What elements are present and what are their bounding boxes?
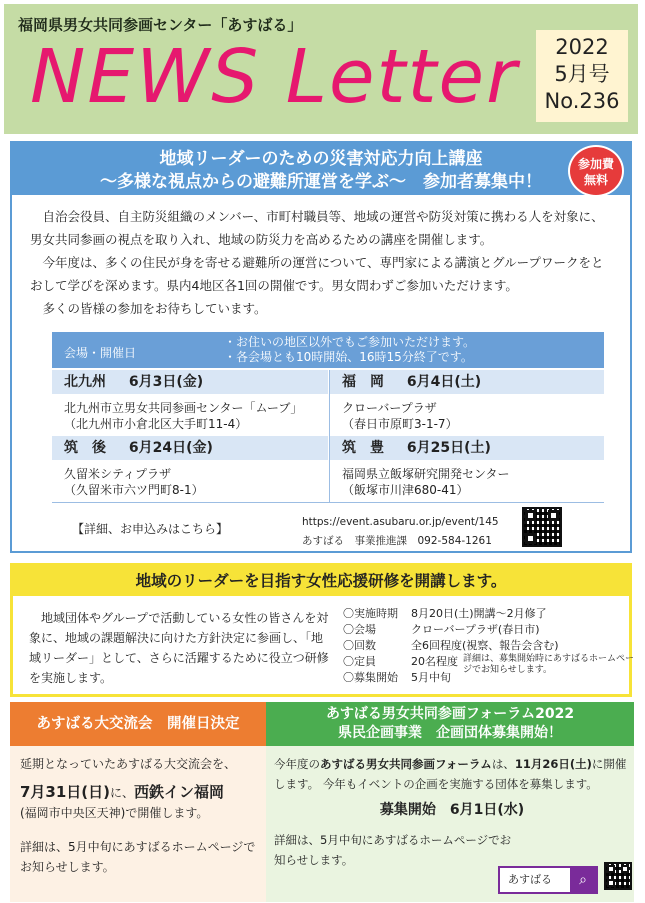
venue-address: （北九州市小倉北区大手町11-4） [64,417,248,431]
women-leader-body [29,608,329,688]
seminar-header [12,143,630,195]
gathering-section [10,702,266,902]
seminar-body [30,205,615,320]
seminar-subtitle: ～多様な視点からの避難所運営を学ぶ～ 参加者募集中！ [100,172,542,192]
free-badge [568,145,624,197]
venue-cell [330,396,604,432]
venue-area: 北九州 [64,374,106,390]
info-key: 〇会場 [343,623,376,636]
forum-section [266,702,634,902]
forum-body [274,754,630,870]
seminar-paragraph: 今年度は、多くの住民が身を寄せる避難所の運営について、専門家による講演とグループワークをとおして学びを深めます。県内4地区各1回の開催です。男女問わずご参加いただけます。 [30,255,604,293]
issue-year: 2022 [555,35,609,59]
seminar-paragraph: 多くの皆様の参加をお待ちしています。 [42,301,267,316]
table-divider [329,370,330,502]
qr-code-icon[interactable] [604,862,632,890]
venue-date: 6月24日(金) [128,440,213,456]
issue-number: No.236 [544,89,620,113]
venue-area: 福 岡 [342,374,384,390]
women-leader-title: 地域のリーダーを目指す女性応援研修を開講します。 [13,566,629,596]
search-icon[interactable]: ⌕ [570,868,596,892]
search-box[interactable] [498,866,598,894]
forum-name: あすばる男女共同参画フォーラム [320,757,492,771]
women-leader-section [10,563,635,697]
venue-address: （久留米市六ツ門町8-1） [64,483,204,497]
venue-title-cell [330,370,604,394]
qr-corner [525,510,536,521]
info-key: 〇実施時期 [343,607,398,620]
women-leader-text: 地域団体やグループで活動している女性の皆さんを対象に、地域の課題解決に向けた方針決定に参画し、「地域リーダー」として、さらに活躍するために役立つ研修を実施します。 [29,611,329,685]
qr-corner [607,865,615,873]
gathering-detail: 詳細は、5月中旬にあすばるホームページでお知らせします。 [20,840,256,874]
gathering-date-line [20,782,264,803]
gathering-body [20,754,264,877]
gathering-title: あすばる大交流会 開催日決定 [10,702,266,746]
venue-notes [224,335,475,365]
venue-address: （春日市原町3-1-7） [342,417,458,431]
venue-table-label: 会場・開催日 [64,346,137,360]
forum-text-part: に開催します。 今年もイベントの企画を実施する団体を募集します。 [274,757,627,791]
info-key: 〇回数 [343,639,376,652]
venue-date: 6月25日(土) [406,440,491,456]
gathering-address: (福岡市中央区天神)で開催します。 [20,806,209,820]
event-url[interactable]: https://event.asubaru.or.jp/event/145 [302,516,499,528]
forum-detail: 詳細は、5月中旬にあすばるホームページでお知らせします。 [274,833,512,867]
badge-line1: 参加費 [577,157,614,171]
badge-line2: 無料 [583,173,608,187]
gathering-text: 延期となっていたあすばる大交流会を、 [20,757,237,771]
forum-subtitle: 県民企画事業 企画団体募集開始！ [338,725,562,741]
header-banner [4,4,638,134]
info-key: 〇募集開始 [343,671,398,684]
venue-title-cell [52,370,328,394]
issue-month: 5月号 [554,62,610,86]
qr-corner [548,510,559,521]
table-divider [52,502,604,503]
organization-name: 福岡県男女共同参画センター「あすばる」 [18,16,303,34]
venue-cell [52,462,328,498]
qr-corner [525,533,536,544]
forum-date: 11月26日(土) [514,757,592,771]
seminar-section [10,141,632,553]
venue-title-cell [330,436,604,460]
qr-code-icon[interactable] [522,507,562,547]
info-value: 8月20日(土)開講～2月修了 [411,607,547,620]
contact-info: あすばる 事業推進課 092-584-1261 [302,535,492,547]
search-input[interactable]: あすばる [508,873,552,886]
venue-cell [330,462,604,498]
info-value: 20名程度 [411,655,458,668]
venue-title-cell [52,436,328,460]
forum-header [266,702,634,746]
venue-date: 6月3日(金) [128,374,204,390]
forum-start: 募集開始 6月1日(水) [379,802,525,818]
forum-text-part: 今年度の [274,757,320,771]
venue-cell [52,396,328,432]
venue-note: ・お住いの地区以外でもご参加いただけます。 [224,335,476,349]
event-url-block [302,513,499,551]
venue-place: 久留米シティプラザ [64,467,172,481]
info-value: クローバープラザ(春日市) [411,623,540,636]
info-note: 詳細は、募集開始時にあすばるホームページでお知らせします。 [463,654,635,675]
issue-box [536,30,628,122]
newsletter-title: NEWS Letter [30,34,519,120]
seminar-title: 地域リーダーのための災害対応力向上講座 [159,149,483,169]
venue-place: 福岡県立飯塚研究開発センター [342,467,510,481]
venue-area: 筑 豊 [342,440,384,456]
venue-area: 筑 後 [64,440,106,456]
forum-title: あすばる男女共同参画フォーラム2022 [325,706,575,722]
venue-note: ・各会場とも10時開始、16時15分終了です。 [224,350,473,364]
detail-link-label[interactable]: 【詳細、お申込みはこちら】 [72,522,229,536]
venue-address: （飯塚市川津680-41） [342,483,469,497]
gathering-text: に、 [110,786,135,800]
forum-text-part: は、 [491,757,515,771]
venue-table-header [52,332,604,368]
venue-place: 北九州市立男女共同参画センター「ムーブ」 [64,401,303,415]
venue-place: クローバープラザ [342,401,437,415]
info-value: 5月中旬 [411,671,451,684]
qr-corner [621,865,629,873]
venue-date: 6月4日(土) [406,374,482,390]
qr-corner [607,879,615,887]
forum-text [274,754,630,794]
gathering-date: 7月31日(日) [20,783,111,801]
info-value: 全6回程度(視察、報告会含む) [411,639,559,652]
gathering-venue: 西鉄イン福岡 [134,783,225,801]
seminar-paragraph: 自治会役員、自主防災組織のメンバー、市町村職員等、地域の運営や防災対策に携わる人を対象に、男女共同参画の視点を取り入れ、地域の防災力を高めるための講座を開催します。 [30,209,604,247]
info-key: 〇定員 [343,655,376,668]
